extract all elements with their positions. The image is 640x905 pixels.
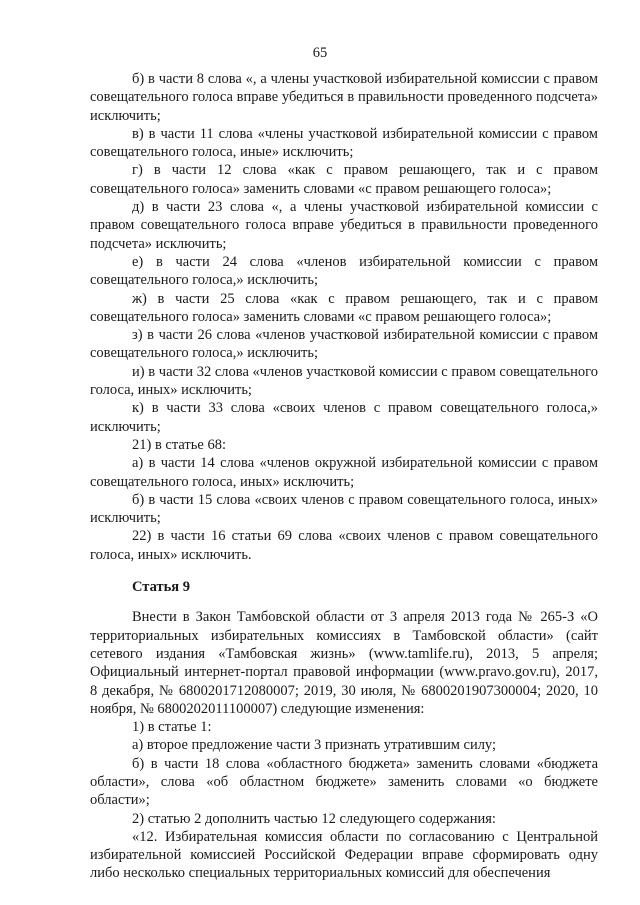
list-item: и) в части 32 слова «членов участковой комиссии с правом совещательного голоса, иных» исключить; [90, 363, 598, 399]
list-item: г) в части 12 слова «как с правом решающего, так и с правом совещательного голоса» заменить словами «с правом решающего голоса»; [90, 162, 598, 197]
article-paragraph: 2) статью 2 дополнить частью 12 следующего содержания: [132, 810, 496, 827]
article-heading: Статья 9 [132, 579, 190, 596]
list-item: д) в части 23 слова «, а члены участковой избирательной комиссии с правом совещательного голоса вправе убедиться в правильности проведенного подсчета» исключить; [90, 199, 598, 252]
list-item: 21) в статье 68: [132, 436, 226, 453]
list-item: а) в части 14 слова «членов окружной избирательной комиссии с правом совещательного голоса, иных» исключить; [90, 455, 598, 490]
article-paragraph: 1) в статье 1: [132, 719, 212, 736]
page-number: 65 [312, 45, 328, 61]
list-item: е) в части 24 слова «членов избирательной комиссии с правом совещательного голоса,» исключить; [90, 253, 598, 289]
list-item: б) в части 8 слова «, а члены участковой избирательной комиссии с правом совещательного голоса вправе убедиться в правильности проведенного подсчета» исключить; [90, 71, 598, 124]
document-body [90, 70, 598, 883]
list-item: в) в части 11 слова «члены участковой избирательной комиссии с правом совещательного голоса, иные» исключить; [90, 125, 598, 161]
article-paragraph: «12. Избирательная комиссия области по согласованию с Центральной избирательной комиссией Российской Федерации вправе сформировать одну либо несколько специальных территориальных комиссий для обеспечения [90, 828, 598, 882]
article-paragraph: Внести в Закон Тамбовской области от 3 апреля 2013 года № 265-З «О территориальных избирательных комиссиях в Тамбовской области» (сайт сетевого издания «Тамбовская жизнь» (www.tamlife.ru), 2013, 5 апреля; Официальный интернет-портал правовой информации (www.pravo.gov.ru), 2017, 8 декабря, № 6800201712080007; 2019, 30 июля, № 6800201907300004; 2020, 10 ноября, № 6800202011100007) следующие изменения: [90, 609, 598, 717]
list-item: б) в части 15 слова «своих членов с правом совещательного голоса, иных» исключить; [90, 491, 598, 527]
list-item: з) в части 26 слова «членов участковой избирательной комиссии с правом совещательного голоса,» исключить; [90, 327, 598, 362]
list-item: 22) в части 16 статьи 69 слова «своих членов с правом совещательного голоса, иных» исключить. [90, 528, 598, 563]
list-item: к) в части 33 слова «своих членов с правом совещательного голоса,» исключить; [90, 400, 598, 435]
article-paragraph: б) в части 18 слова «областного бюджета» заменить словами «бюджета области», слова «об областном бюджете» заменить словами «о бюджете области»; [90, 755, 598, 809]
article-paragraph: а) второе предложение части 3 признать утратившим силу; [132, 737, 497, 754]
list-item: ж) в части 25 слова «как с правом решающего, так и с правом совещательного голоса» заменить словами «с правом решающего голоса»; [90, 290, 598, 325]
